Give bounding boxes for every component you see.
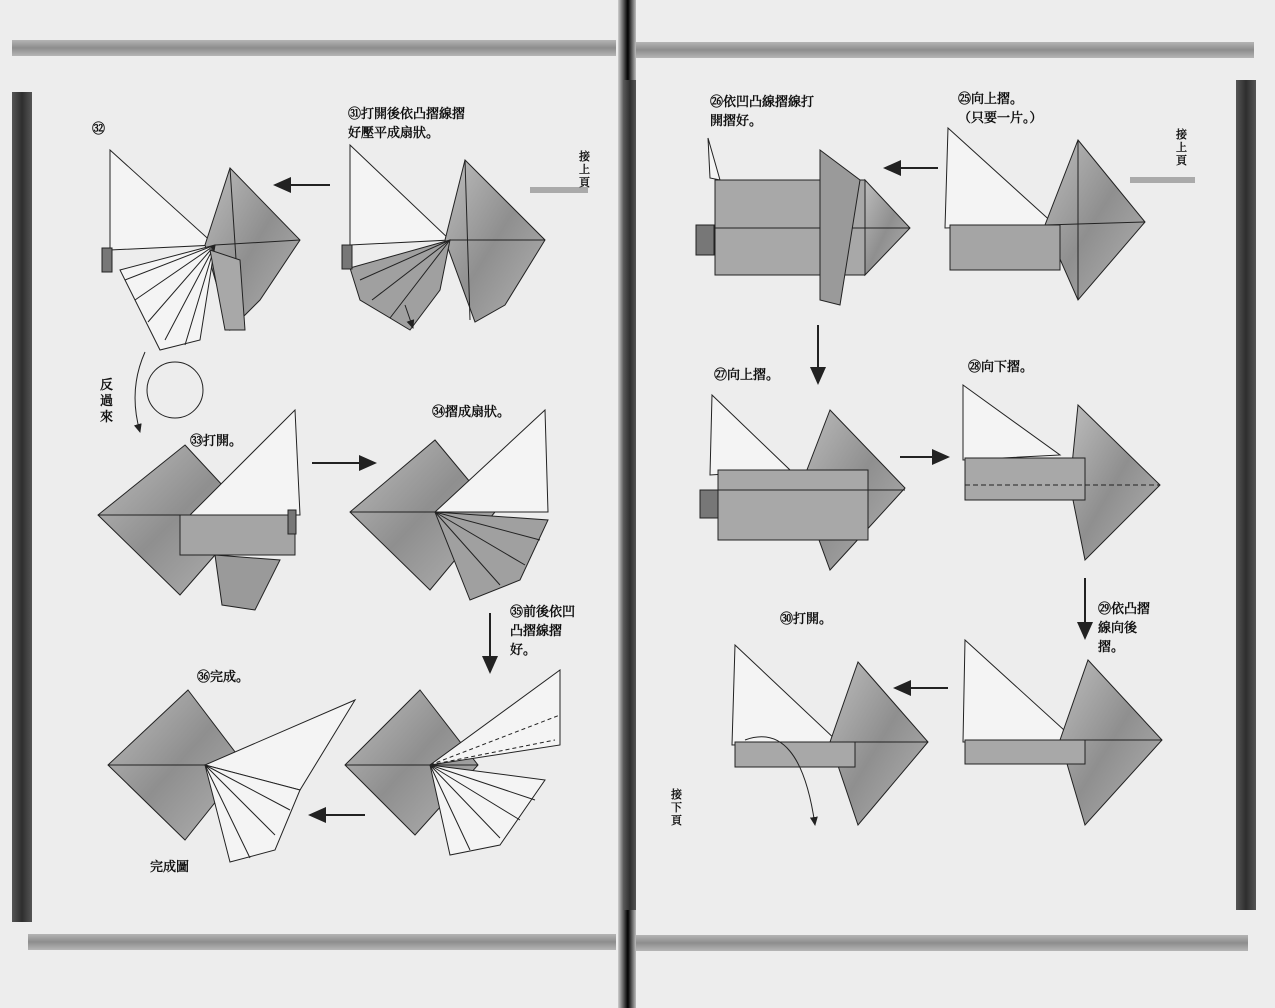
step-35-label: ㉟前後依凹 凸摺線摺 好。: [510, 605, 576, 658]
figure-25: [945, 128, 1145, 300]
finished-figure-label: 完成圖: [150, 860, 190, 875]
step-29-label: ㉙依凸摺 線向後 摺。: [1098, 602, 1151, 655]
step-31-label: ㉛打開後依凸摺線摺 好壓平成扇狀。: [348, 107, 466, 141]
step-33-label: ㉝打開。: [190, 434, 243, 449]
step-25-label: ㉕向上摺。 （只要一片。）: [958, 92, 1043, 126]
step-34-label: ㉞摺成扇狀。: [432, 405, 511, 420]
continued-to-label: 接下頁: [671, 788, 682, 827]
step-32-label: ㉜: [92, 122, 106, 137]
figure-31: [342, 145, 545, 330]
figure-36: [108, 690, 355, 862]
step-30-label: ㉚打開。: [780, 612, 833, 627]
figure-27: [700, 395, 905, 570]
step-27-label: ㉗向上摺。: [714, 368, 780, 383]
continued-from-label-right: 接上頁: [1176, 128, 1187, 167]
figure-28: [963, 385, 1160, 560]
figure-30: [732, 645, 928, 825]
step-28-label: ㉘向下摺。: [968, 360, 1034, 375]
flip-label: 反過來: [100, 378, 114, 425]
figure-32: [102, 150, 300, 350]
figure-35: [345, 670, 560, 855]
figure-26: [696, 138, 910, 305]
continued-from-label-left: 接上頁: [579, 150, 590, 189]
figure-34: [350, 410, 548, 600]
figure-29: [963, 640, 1162, 825]
step-36-label: ㊱完成。: [197, 670, 250, 685]
step-26-label: ㉖依凹凸線摺線打 開摺好。: [710, 95, 815, 129]
